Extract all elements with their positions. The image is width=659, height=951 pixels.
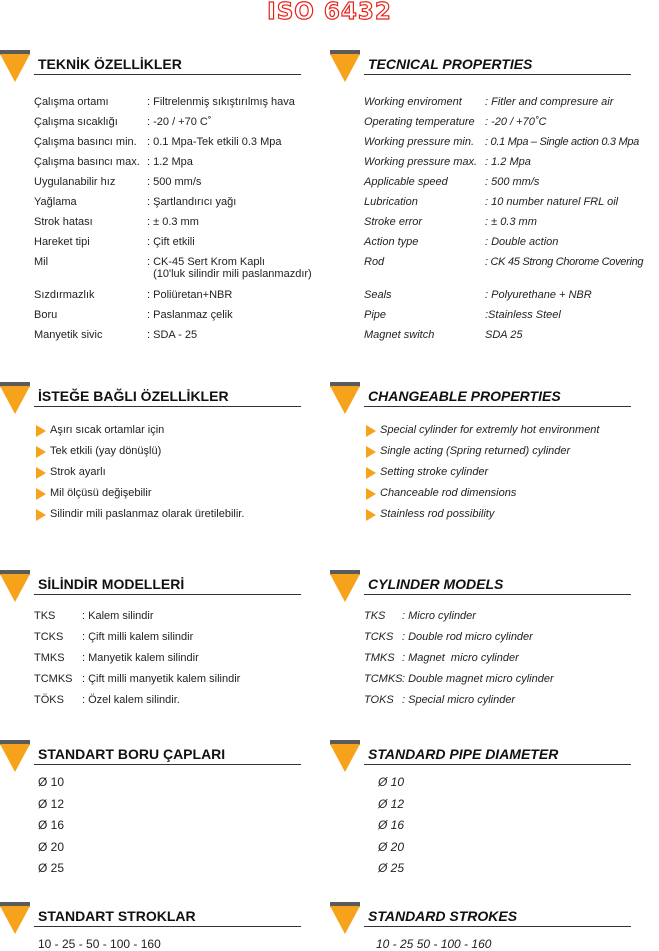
spec-value: : Çift etkili	[147, 236, 195, 248]
spec-key: Mil	[34, 256, 49, 268]
spec-row	[34, 172, 334, 192]
spec-row	[364, 112, 659, 132]
spec-key: Magnet switch	[364, 329, 435, 341]
models-table	[364, 606, 659, 711]
models-table	[34, 606, 334, 711]
english-column	[330, 0, 659, 950]
spec-value: : 500 mm/s	[147, 176, 202, 188]
diameter-list	[38, 772, 64, 880]
list-item-text: Special cylinder for extremly hot environment	[380, 424, 600, 436]
model-code: TCMKS	[34, 673, 73, 685]
model-desc: : Kalem silindir	[82, 610, 154, 622]
list-item-text: Mil ölçüsü değişebilir	[50, 487, 152, 499]
arrow-bullet-icon	[366, 446, 376, 458]
spec-row	[364, 192, 659, 212]
strokes-section	[0, 896, 329, 951]
spec-key: Çalışma ortamı	[34, 96, 109, 108]
turkish-column	[0, 0, 329, 950]
arrow-bullet-icon	[36, 425, 46, 437]
diameter-item: Ø 25	[378, 861, 405, 875]
spec-key: Applicable speed	[364, 176, 448, 188]
section-triangle-icon	[330, 574, 360, 602]
spec-row	[364, 285, 659, 305]
spec-value: : ± 0.3 mm	[485, 216, 537, 228]
section-title: SİLİNDİR MODELLERİ	[38, 576, 185, 592]
spec-value: : Double action	[485, 236, 559, 248]
spec-row	[34, 192, 334, 212]
arrow-bullet-icon	[366, 509, 376, 521]
strokes-value: 10 - 25 - 50 - 100 - 160	[38, 937, 161, 951]
section-divider	[364, 74, 631, 75]
model-code: TCKS	[34, 631, 64, 643]
model-code: TÖKS	[34, 694, 64, 706]
model-desc: : Magnet micro cylinder	[402, 652, 519, 664]
model-row	[34, 669, 334, 690]
section-triangle-icon	[0, 744, 30, 772]
spec-key: Working pressure max.	[364, 156, 478, 168]
spec-value: : ± 0.3 mm	[147, 216, 199, 228]
models-section	[0, 564, 329, 706]
model-desc: : Special micro cylinder	[402, 694, 516, 706]
section-title: STANDART STROKLAR	[38, 908, 196, 924]
spec-value: : Paslanmaz çelik	[147, 309, 233, 321]
spec-key: Çalışma basıncı max.	[34, 156, 140, 168]
spec-value: : 1.2 Mpa	[485, 156, 531, 168]
list-item	[364, 420, 599, 441]
spec-key: Çalışma sıcaklığı	[34, 116, 118, 128]
list-item	[364, 483, 599, 504]
arrow-bullet-icon	[36, 467, 46, 479]
section-divider	[34, 594, 301, 595]
arrow-bullet-icon	[366, 425, 376, 437]
spec-row	[34, 212, 334, 232]
diameters-section	[0, 734, 329, 875]
spec-row	[34, 232, 334, 252]
spec-value: : Şartlandırıcı yağı	[147, 196, 237, 208]
diameter-item: Ø 16	[378, 818, 405, 832]
technical-section	[0, 44, 329, 341]
spec-table	[364, 92, 659, 345]
section-title: STANDARD STROKES	[368, 908, 518, 924]
optional-section	[330, 376, 659, 520]
model-desc: : Double rod micro cylinder	[402, 631, 533, 643]
section-divider	[364, 764, 631, 765]
list-item-text: Strok ayarlı	[50, 466, 106, 478]
spec-row	[364, 305, 659, 325]
model-code: TCMKS	[364, 673, 403, 685]
section-divider	[34, 764, 301, 765]
spec-value: : Fitler and compresure air	[485, 96, 614, 108]
spec-key: Rod	[364, 256, 385, 268]
optional-section	[0, 376, 329, 520]
spec-row	[34, 305, 334, 325]
section-title: CHANGEABLE PROPERTIES	[368, 388, 561, 404]
optional-list	[34, 420, 244, 525]
technical-section	[330, 44, 659, 341]
spec-key: Sızdırmazlık	[34, 289, 95, 301]
model-desc: : Özel kalem silindir.	[82, 694, 180, 706]
section-divider	[364, 926, 631, 927]
section-title: İSTEĞE BAĞLI ÖZELLİKLER	[38, 388, 229, 404]
section-triangle-icon	[0, 574, 30, 602]
list-item	[34, 462, 244, 483]
section-triangle-icon	[0, 54, 30, 82]
strokes-section	[330, 896, 659, 951]
model-code: TKS	[34, 610, 56, 622]
spec-key: Stroke error	[364, 216, 423, 228]
spec-value: :Stainless Steel	[485, 309, 561, 321]
list-item-text: Silindir mili paslanmaz olarak üretilebilir.	[50, 508, 245, 520]
spec-key: Yağlama	[34, 196, 77, 208]
diameter-item: Ø 25	[38, 861, 65, 875]
diameter-item: Ø 12	[378, 796, 405, 811]
model-row	[34, 690, 334, 711]
spec-key: Working enviroment	[364, 96, 462, 108]
list-item-text: Setting stroke cylinder	[380, 466, 489, 478]
spec-row	[34, 325, 334, 345]
spec-key: Çalışma basıncı min.	[34, 136, 137, 148]
section-triangle-icon	[330, 744, 360, 772]
spec-row	[34, 152, 334, 172]
spec-row	[364, 232, 659, 252]
spec-key: Seals	[364, 289, 392, 301]
spec-value: SDA 25	[485, 329, 523, 341]
spec-key: Hareket tipi	[34, 236, 90, 248]
list-item	[34, 504, 244, 525]
model-code: TCKS	[364, 631, 394, 643]
model-code: TMKS	[34, 652, 65, 664]
section-divider	[364, 594, 631, 595]
diameters-section	[330, 734, 659, 875]
diameter-item: Ø 20	[378, 839, 405, 854]
section-triangle-icon	[330, 906, 360, 934]
model-row	[364, 606, 659, 627]
diameter-item: Ø 16	[38, 818, 65, 832]
section-divider	[34, 926, 301, 927]
spec-row	[364, 172, 659, 192]
section-triangle-icon	[330, 386, 360, 414]
optional-list	[364, 420, 599, 525]
spec-key: Pipe	[364, 309, 387, 321]
spec-key: Action type	[364, 236, 419, 248]
arrow-bullet-icon	[366, 488, 376, 500]
page-title: ISO 6432	[267, 0, 392, 25]
spec-row	[34, 112, 334, 132]
spec-key: Lubrication	[364, 196, 418, 208]
list-item-text: Tek etkili (yay dönüşlü)	[50, 445, 162, 457]
spec-key: Strok hatası	[34, 216, 93, 228]
model-desc: : Çift milli manyetik kalem silindir	[82, 673, 241, 685]
spec-value: : Filtrelenmiş sıkıştırılmış hava	[147, 96, 295, 108]
spec-key: Uygulanabilir hız	[34, 176, 116, 188]
section-divider	[34, 74, 301, 75]
spec-row	[34, 285, 334, 305]
spec-table	[34, 92, 334, 345]
model-code: TMKS	[364, 652, 395, 664]
section-title: STANDART BORU ÇAPLARI	[38, 746, 226, 762]
list-item	[34, 483, 244, 504]
section-title: TECNICAL PROPERTIES	[368, 56, 533, 72]
list-item-text: Aşırı sıcak ortamlar için	[50, 424, 165, 436]
arrow-bullet-icon	[36, 446, 46, 458]
model-code: TKS	[364, 610, 386, 622]
spec-value: : 10 number naturel FRL oil	[485, 196, 619, 208]
list-item-text: Stainless rod possibility	[380, 508, 495, 520]
spec-value: : 0.1 Mpa – Single action 0.3 Mpa	[485, 136, 639, 148]
model-desc: : Çift milli kalem silindir	[82, 631, 194, 643]
spec-row	[34, 132, 334, 152]
spec-value: : Polyurethane + NBR	[485, 289, 592, 301]
spec-value: : 0.1 Mpa-Tek etkili 0.3 Mpa	[147, 136, 282, 148]
model-desc: : Micro cylinder	[402, 610, 476, 622]
models-section	[330, 564, 659, 706]
model-desc: : Double magnet micro cylinder	[402, 673, 554, 685]
diameter-list	[378, 772, 404, 880]
spec-value: : SDA - 25	[147, 329, 198, 341]
list-item	[34, 420, 244, 441]
spec-key: Boru	[34, 309, 58, 321]
spec-row	[364, 212, 659, 232]
spec-value: : Poliüretan+NBR	[147, 289, 233, 301]
model-code: TOKS	[364, 694, 394, 706]
list-item-text: Single acting (Spring returned) cylinder	[380, 445, 571, 457]
list-item	[364, 441, 599, 462]
list-item-text: Chanceable rod dimensions	[380, 487, 517, 499]
section-triangle-icon	[330, 54, 360, 82]
list-item	[364, 504, 599, 525]
spec-row	[364, 132, 659, 152]
spec-value: : 1.2 Mpa	[147, 156, 193, 168]
arrow-bullet-icon	[366, 467, 376, 479]
diameter-item: Ø 10	[38, 775, 65, 789]
section-title: CYLINDER MODELS	[368, 576, 504, 592]
arrow-bullet-icon	[36, 509, 46, 521]
spec-row	[364, 152, 659, 172]
model-desc: : Manyetik kalem silindir	[82, 652, 199, 664]
spec-row	[34, 252, 334, 285]
model-row	[364, 669, 659, 690]
model-row	[34, 648, 334, 669]
arrow-bullet-icon	[36, 488, 46, 500]
diameter-item: Ø 20	[38, 839, 65, 854]
section-title: STANDARD PIPE DIAMETER	[368, 746, 559, 762]
list-item	[364, 462, 599, 483]
spec-key: Operating temperature	[364, 116, 475, 128]
spec-value: : -20 / +70˚C	[485, 116, 547, 128]
diameter-item: Ø 10	[378, 775, 405, 789]
list-item	[34, 441, 244, 462]
model-row	[34, 606, 334, 627]
spec-value: : CK 45 Strong Chorome Covering	[485, 256, 644, 268]
spec-value: : -20 / +70 C˚	[147, 116, 212, 128]
model-row	[34, 627, 334, 648]
model-row	[364, 690, 659, 711]
model-row	[364, 648, 659, 669]
model-row	[364, 627, 659, 648]
spec-key: Working pressure min.	[364, 136, 475, 148]
section-triangle-icon	[0, 386, 30, 414]
section-title: TEKNİK ÖZELLİKLER	[38, 56, 182, 72]
spec-value: : 500 mm/s	[485, 176, 540, 188]
spec-row	[364, 325, 659, 345]
section-divider	[34, 406, 301, 407]
spec-row	[364, 252, 659, 285]
diameter-item: Ø 12	[38, 796, 65, 811]
spec-value: : CK-45 Sert Krom Kaplı (10'luk silindir mili paslanmazdır)	[147, 256, 312, 280]
section-triangle-icon	[0, 906, 30, 934]
spec-row	[34, 92, 334, 112]
section-divider	[364, 406, 631, 407]
strokes-value: 10 - 25 50 - 100 - 160	[376, 937, 492, 951]
spec-key: Manyetik sivic	[34, 329, 103, 341]
spec-row	[364, 92, 659, 112]
